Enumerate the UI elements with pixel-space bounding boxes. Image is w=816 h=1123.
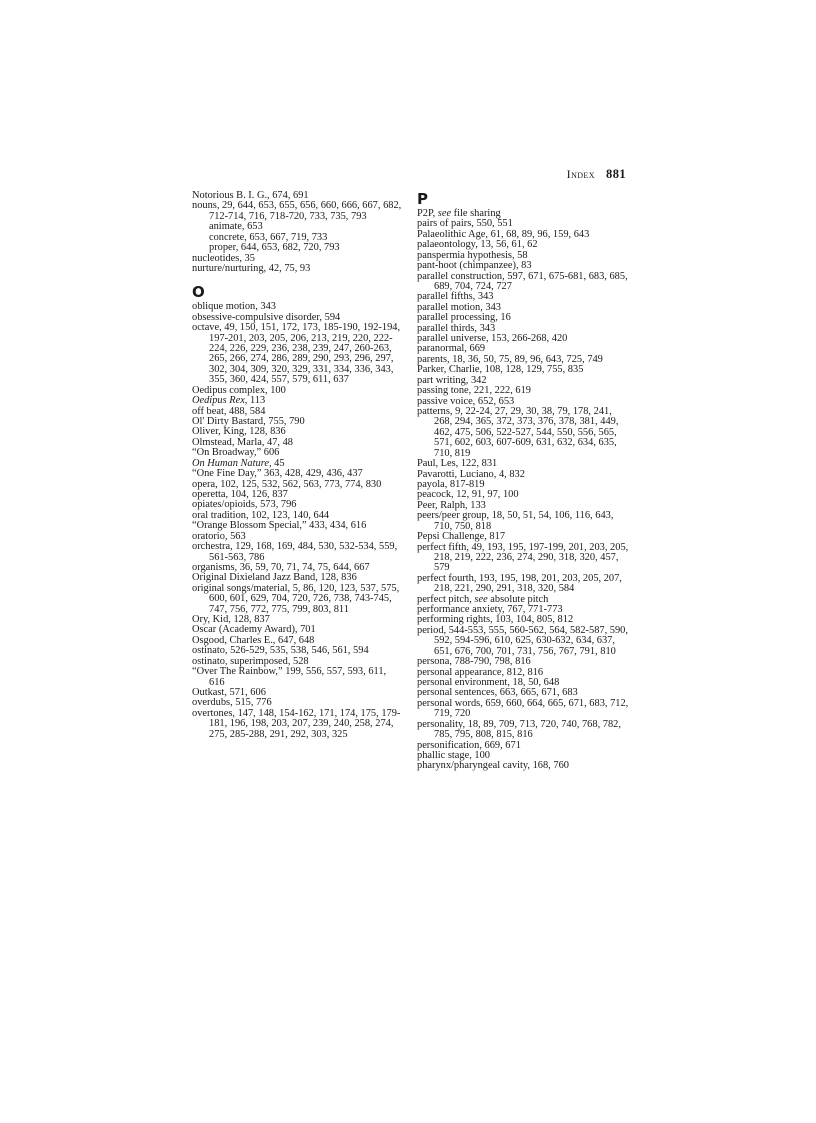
entry-text: ostinato, superimposed, 528 [192,655,309,667]
index-entry [192,323,404,386]
entry-text: 45 [271,457,285,469]
entry-text: Palaeolithic Age, 61, 68, 89, 96, 159, 643 [417,228,590,240]
entry-text: oratorio, 563 [192,530,246,542]
section-letter [417,192,629,206]
entry-text: Outkast, 571, 606 [192,686,266,698]
entry-text: “On Broadway,” 606 [192,447,280,459]
section-letter [192,283,404,302]
entry-text: animate, 653 [209,221,263,233]
entry-text: paranormal, 669 [417,343,486,355]
entry-text: O [192,283,205,302]
entry-text: “Over The Rainbow,” 199, 556, 557, 593, 611, 616 [192,666,387,688]
index-column-left [192,191,404,740]
entry-text: oral tradition, 102, 123, 140, 644 [192,509,330,521]
entry-text: Ol' Dirty Bastard, 755, 790 [192,416,305,428]
entry-text: Notorious B. I. G., 674, 691 [192,190,309,201]
entry-text: parallel fifths, 343 [417,291,494,303]
entry-text: Peer, Ralph, 133 [417,499,486,511]
entry-text: 113 [247,395,266,407]
index-entry [192,667,404,688]
page-number: 881 [606,167,626,181]
index-entry [192,201,404,222]
entry-text: Ory, Kid, 128, 837 [192,614,270,626]
entry-text: On Human Nature, [192,457,272,469]
index-entry [417,407,629,459]
entry-text: P [417,190,428,208]
entry-text: personification, 669, 671 [417,739,521,751]
entry-text: nucleotides, 35 [192,252,255,264]
entry-text: “Orange Blossom Special,” 433, 434, 616 [192,520,367,532]
entry-text: phallic stage, 100 [417,749,491,761]
entry-text: Oscar (Academy Award), 701 [192,624,316,636]
index-entry [417,272,629,293]
entry-text: perfect fourth, 193, 195, 198, 201, 203, 205, 207, 218, 221, 290, 291, 318, 320, 584 [417,572,622,595]
entry-text: proper, 644, 653, 682, 720, 793 [209,242,340,254]
entry-text: personality, 18, 89, 709, 713, 720, 740, 768, 782, 785, 795, 808, 815, 816 [417,718,621,741]
entry-text: persona, 788-790, 798, 816 [417,656,531,668]
entry-text: patterns, 9, 22-24, 27, 29, 30, 38, 79, 178, 241, 268, 294, 365, 372, 373, 376, 378, 381, 449, 462, 475, 506, 522-527, 544, 550, 556, 565, 571, 602, 603, 607-609, 631, 632, 634, 635, 710, 819 [417,406,619,459]
entry-text: Pepsi Challenge, 817 [417,531,506,543]
entry-text: Parker, Charlie, 108, 128, 129, 755, 835 [417,364,584,376]
entry-text: perfect fifth, 49, 193, 195, 197-199, 201, 203, 205, 218, 219, 222, 236, 274, 290, 318, 320, 457, 579 [417,541,629,574]
entry-text: operetta, 104, 126, 837 [192,488,288,500]
entry-text: see [474,593,488,605]
index-column-right [417,191,629,772]
entry-text: “One Fine Day,” 363, 428, 429, 436, 437 [192,468,363,480]
entry-text: parallel construction, 597, 671, 675-681, 683, 685, 689, 704, 724, 727 [417,270,628,292]
entry-text: nurture/nurturing, 42, 75, 93 [192,262,311,274]
entry-text: overtones, 147, 148, 154-162, 171, 174, 175, 179-181, 196, 198, 203, 207, 239, 240, 258, 274, 275, 285-288, 291, 292, 303, 325 [192,707,401,740]
index-entry [417,761,629,771]
entry-text: personal environment, 18, 50, 648 [417,676,560,688]
entry-text: Pavarotti, Luciano, 4, 832 [417,468,525,480]
entry-text: performing rights, 103, 104, 805, 812 [417,614,574,626]
entry-text: Original Dixieland Jazz Band, 128, 836 [192,572,357,584]
index-entry [417,720,629,741]
index-entry [417,626,629,657]
entry-text: parallel processing, 16 [417,312,511,324]
entry-text: P2P, [417,208,438,219]
entry-text: palaeontology, 13, 56, 61, 62 [417,239,538,251]
entry-text: orchestra, 129, 168, 169, 484, 530, 532-534, 559, 561-563, 786 [192,541,398,563]
entry-text: Oedipus Rex, [192,395,248,407]
entry-text: personal appearance, 812, 816 [417,666,544,678]
index-entry [192,584,404,615]
running-header [0,167,626,182]
entry-text: absolute pitch [487,593,549,605]
entry-text: parallel thirds, 343 [417,322,496,334]
entry-text: peacock, 12, 91, 97, 100 [417,489,519,501]
index-entry [192,264,404,274]
index-entry [192,709,404,740]
entry-text: part writing, 342 [417,374,487,386]
entry-text: period, 544-553, 555, 560-562, 564, 582-587, 590, 592, 594-596, 610, 625, 630-632, 634, 637, 651, 676, 700, 701, 731, 756, 767, 791, 810 [417,624,628,657]
entry-text: organisms, 36, 59, 70, 71, 74, 75, 644, 667 [192,561,370,573]
entry-text: personal words, 659, 660, 664, 665, 671, 683, 712, 719, 720 [417,697,629,720]
entry-text: obsessive-compulsive disorder, 594 [192,311,341,323]
index-entry [417,699,629,720]
entry-text: parallel universe, 153, 266-268, 420 [417,333,568,345]
entry-text: Olmstead, Marla, 47, 48 [192,436,293,448]
index-entry [192,542,404,563]
entry-text: peers/peer group, 18, 50, 51, 54, 106, 116, 643, 710, 750, 818 [417,510,614,532]
entry-text: pairs of pairs, 550, 551 [417,218,513,230]
entry-text: passing tone, 221, 222, 619 [417,385,532,397]
header-title: Index [566,167,595,181]
entry-text: panspermia hypothesis, 58 [417,249,528,261]
entry-text: ostinato, 526-529, 535, 538, 546, 561, 594 [192,645,369,657]
index-entry [417,574,629,595]
entry-text: Oliver, King, 128, 836 [192,426,286,438]
entry-text: overdubs, 515, 776 [192,697,272,709]
entry-text: Osgood, Charles E., 647, 648 [192,634,315,646]
entry-text: file sharing [451,208,501,219]
index-entry [417,511,629,532]
entry-text: pharynx/pharyngeal cavity, 168, 760 [417,760,569,772]
entry-text: passive voice, 652, 653 [417,395,515,407]
entry-text: parents, 18, 36, 50, 75, 89, 96, 643, 725, 749 [417,353,603,365]
entry-text: parallel motion, 343 [417,301,501,313]
index-entry [417,543,629,574]
entry-text: see [437,208,452,219]
entry-text: Oedipus complex, 100 [192,384,286,396]
entry-text: perfect pitch, [417,593,475,605]
entry-text: oblique motion, 343 [192,301,276,313]
entry-text: octave, 49, 150, 151, 172, 173, 185-190, 192-194, 197-201, 203, 205, 206, 213, 219, 220, 222-224, 226, 229, 236, 238, 239, 247, 260-263, 265, 266, 274, 286, 289, 290, 293, 296, 297, 302, 304, 309, 320, 329, 331, 334, 336, 343, 355, 360, 424, 557, 579, 611, 637 [192,322,401,386]
entry-text: original songs/material, 5, 86, 120, 123, 537, 575, 600, 601, 629, 704, 720, 726, 738, 743-745, 747, 756, 772, 775, 799, 803, 811 [192,582,400,615]
entry-text: concrete, 653, 667, 719, 733 [209,231,328,243]
entry-text: personal sentences, 663, 665, 671, 683 [417,687,578,699]
entry-text: opiates/opioids, 573, 796 [192,499,297,511]
entry-text: performance anxiety, 767, 771-773 [417,604,563,616]
entry-text: payola, 817-819 [417,478,485,490]
entry-text: off beat, 488, 584 [192,405,266,417]
entry-text: Paul, Les, 122, 831 [417,458,498,470]
entry-text: pant-hoot (chimpanzee), 83 [417,260,532,272]
entry-text: opera, 102, 125, 532, 562, 563, 773, 774, 830 [192,478,382,490]
entry-text: nouns, 29, 644, 653, 655, 656, 660, 666, 667, 682, 712-714, 716, 718-720, 733, 735, 793 [192,200,402,222]
